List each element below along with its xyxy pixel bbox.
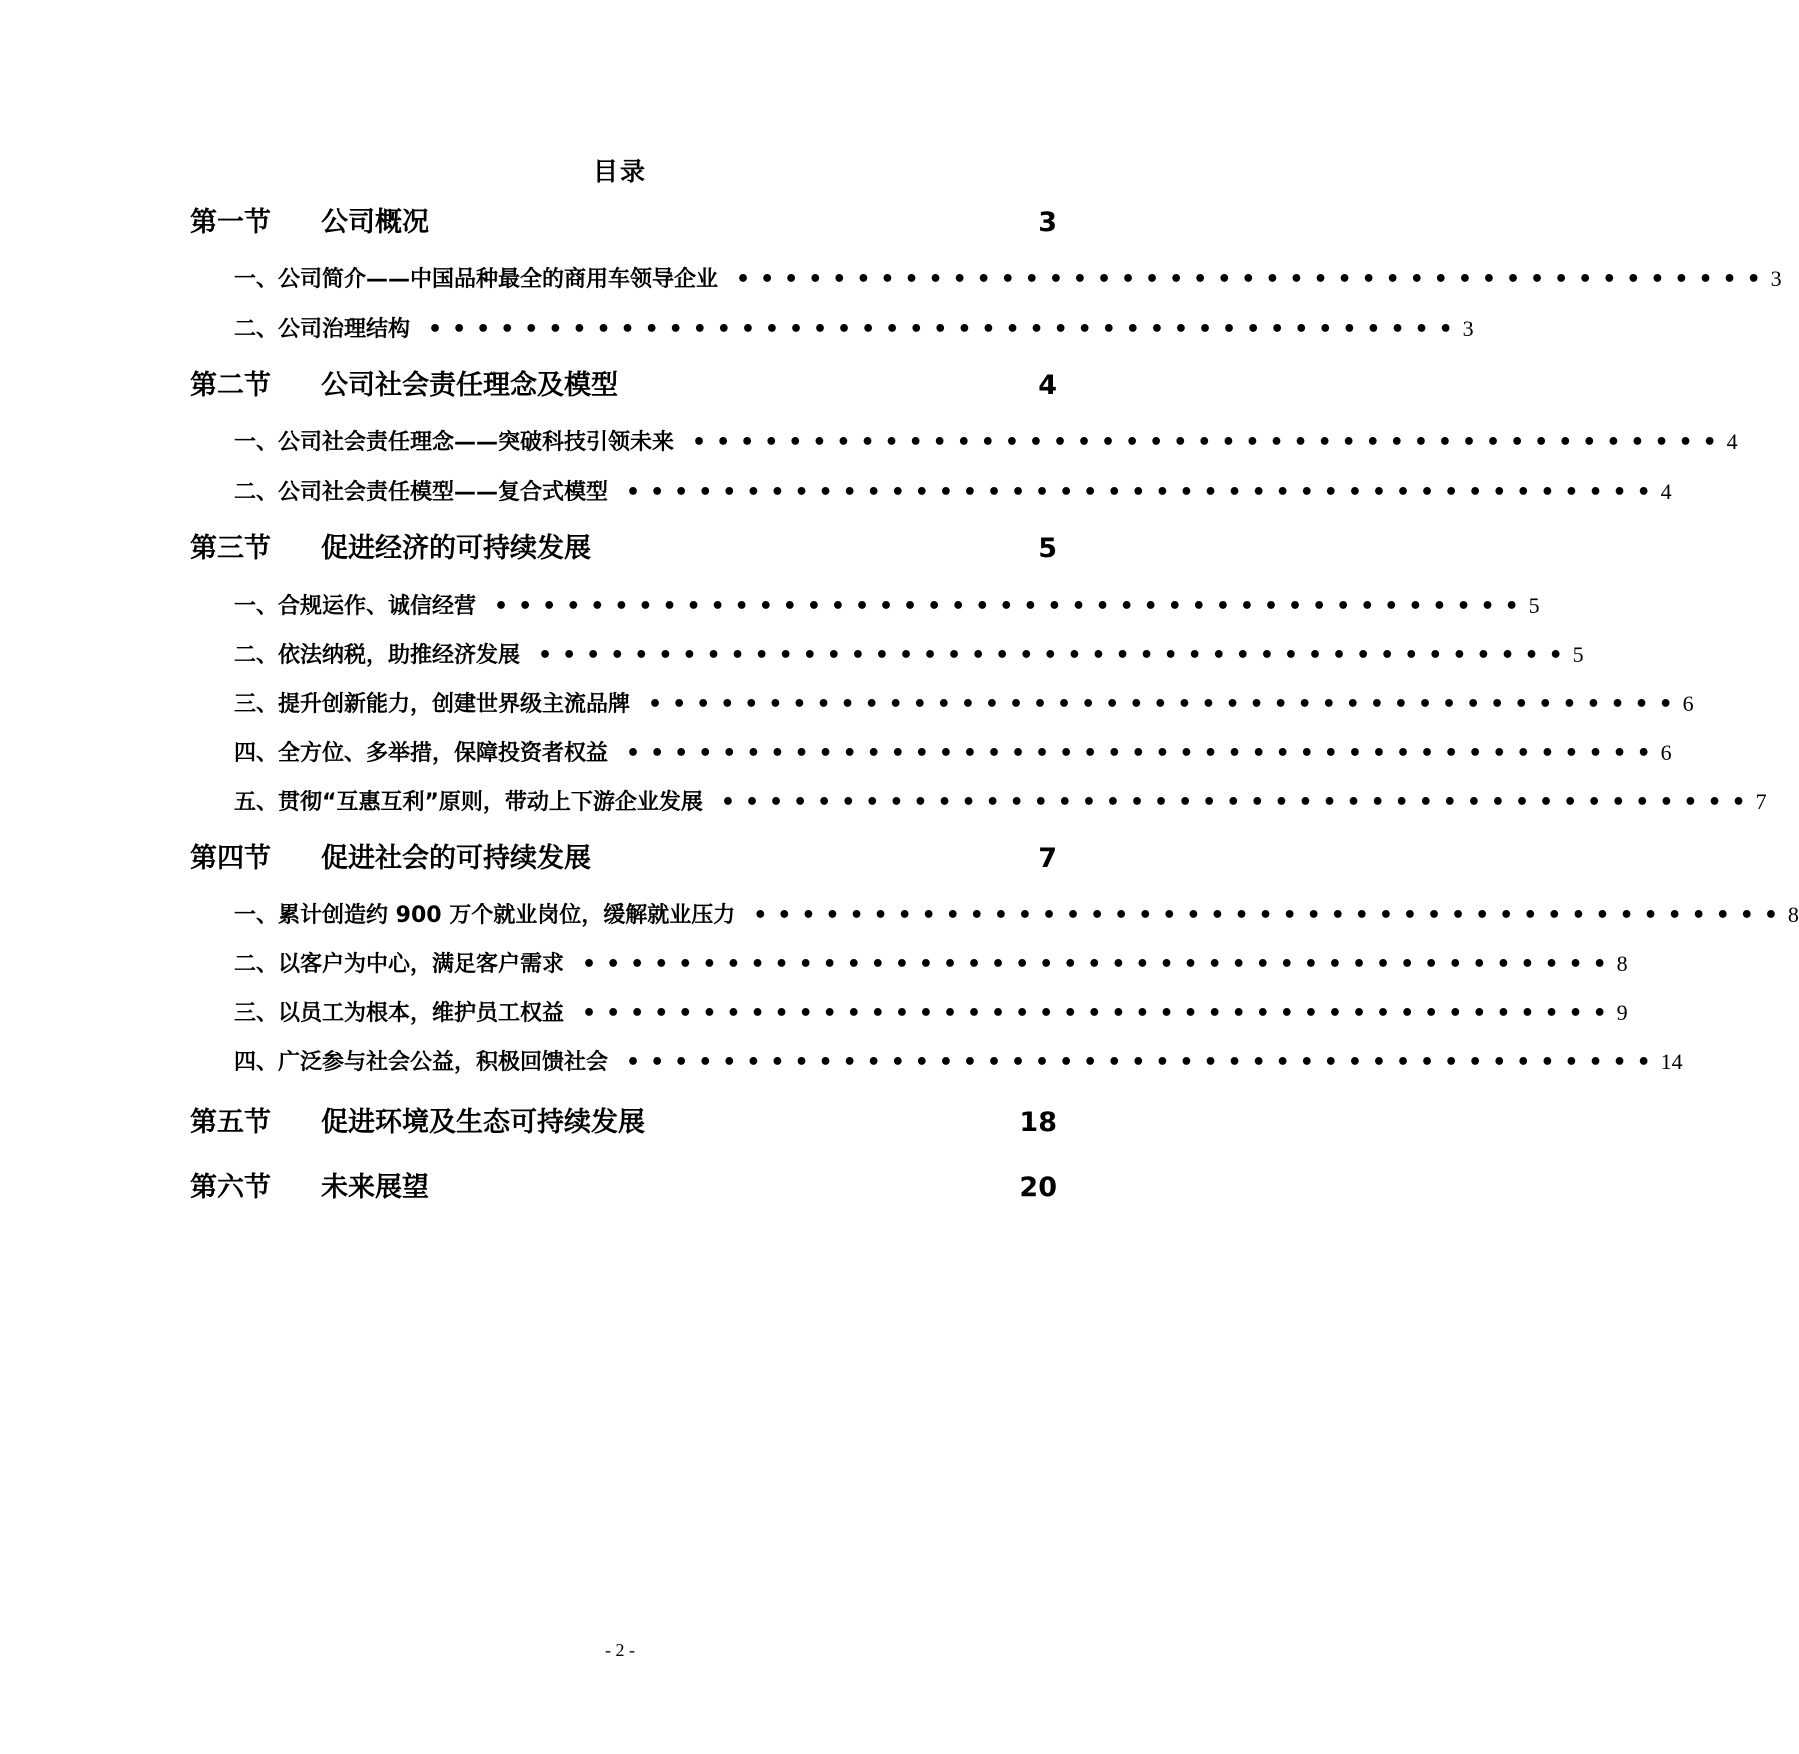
dot-leader: ••••••••••••••••••••••••••••••••••••••••••• [648,692,1683,717]
toc-entry[interactable] [234,996,1628,1027]
dot-leader: ••••••••••••••••••••••••••••••••••••••••••• [626,741,1661,766]
section-page-number: 20 [1019,1172,1057,1203]
entry-title: 二、依法纳税，助推经济发展 [234,643,521,668]
entry-title: 一、累计创造约 900 万个就业岗位，缓解就业压力 [234,903,736,928]
section-page-number: 3 [1038,207,1057,238]
toc-entry[interactable] [234,947,1628,978]
dot-leader: ••••••••••••••••••••••••••••••••••••••••••• [626,480,1661,505]
dot-leader: ••••••••••••••••••••••••••••••••••••••••••• [692,430,1727,455]
entry-page-number: 8 [1787,902,1799,927]
entry-page-number: 8 [1616,951,1628,976]
entry-title: 二、以客户为中心，满足客户需求 [234,952,565,977]
entry-title: 一、公司社会责任理念——突破科技引领未来 [234,430,675,455]
toc-section-5[interactable] [190,1100,1057,1139]
section-label: 第四节 [190,843,271,874]
dot-leader: ••••••••••••••••••••••••••••••••••••••••••• [428,317,1463,342]
toc-section-1[interactable] [190,200,1057,239]
dot-leader: ••••••••••••••••••••••••••••••••••••••••••• [720,790,1756,815]
toc-entry[interactable] [234,687,1694,718]
section-label: 第二节 [190,370,271,401]
toc-entry[interactable] [234,312,1474,343]
section-title: 未来展望 [321,1172,429,1203]
dot-leader: ••••••••••••••••••••••••••••••••••••••••••• [582,952,1617,977]
toc-entry[interactable] [234,475,1672,506]
toc-section-3[interactable] [190,526,1057,565]
entry-page-number: 4 [1726,429,1738,454]
section-title: 促进社会的可持续发展 [321,843,591,874]
entry-title: 三、提升创新能力，创建世界级主流品牌 [234,692,631,717]
toc-section-2[interactable] [190,363,1057,402]
entry-page-number: 7 [1755,789,1767,814]
dot-leader: ••••••••••••••••••••••••••••••••••••••••••• [538,643,1573,668]
section-label: 第六节 [190,1172,271,1203]
entry-page-number: 6 [1660,740,1672,765]
section-page-number: 5 [1038,533,1057,564]
section-page-number: 4 [1038,370,1057,401]
toc-section-6[interactable] [190,1165,1057,1204]
section-title: 促进经济的可持续发展 [321,533,591,564]
toc-entry[interactable] [234,425,1738,456]
dot-leader: ••••••••••••••••••••••••••••••••••••••••••• [626,1050,1661,1075]
entry-page-number: 9 [1616,1000,1628,1025]
toc-title: 目录 [592,157,647,186]
entry-page-number: 3 [1770,266,1782,291]
toc-entry[interactable] [234,736,1672,767]
section-page-number: 18 [1019,1107,1057,1138]
section-title: 公司概况 [321,207,429,238]
entry-page-number: 6 [1682,691,1694,716]
section-page-number: 7 [1038,843,1057,874]
toc-entry[interactable] [234,589,1540,620]
entry-title: 五、贯彻“互惠互利”原则，带动上下游企业发展 [234,790,703,815]
entry-title: 一、合规运作、诚信经营 [234,594,477,619]
entry-title: 四、全方位、多举措，保障投资者权益 [234,741,609,766]
dot-leader: ••••••••••••••••••••••••••••••••••••••••••• [753,903,1788,928]
page-number-footer: - 2 - [605,1640,635,1660]
toc-entry[interactable] [234,638,1584,669]
entry-page-number: 14 [1660,1049,1683,1074]
section-label: 第五节 [190,1107,271,1138]
toc-entry[interactable] [234,1045,1683,1076]
entry-title: 二、公司社会责任模型——复合式模型 [234,480,609,505]
entry-page-number: 5 [1572,642,1584,667]
section-label: 第一节 [190,207,271,238]
dot-leader: ••••••••••••••••••••••••••••••••••••••••••• [582,1001,1617,1026]
section-title: 促进环境及生态可持续发展 [321,1107,645,1138]
entry-page-number: 4 [1660,479,1672,504]
entry-title: 三、以员工为根本，维护员工权益 [234,1001,565,1026]
section-label: 第三节 [190,533,271,564]
dot-leader: ••••••••••••••••••••••••••••••••••••••••••• [736,267,1771,292]
toc-entry[interactable] [234,785,1767,816]
entry-title: 四、广泛参与社会公益，积极回馈社会 [234,1050,609,1075]
toc-entry[interactable] [234,898,1799,929]
entry-title: 一、公司简介——中国品种最全的商用车领导企业 [234,267,719,292]
toc-entry[interactable] [234,262,1782,293]
toc-section-4[interactable] [190,836,1057,875]
dot-leader: ••••••••••••••••••••••••••••••••••••••••••• [494,594,1529,619]
entry-page-number: 5 [1528,593,1540,618]
entry-title: 二、公司治理结构 [234,317,411,342]
entry-page-number: 3 [1462,316,1474,341]
section-title: 公司社会责任理念及模型 [321,370,618,401]
